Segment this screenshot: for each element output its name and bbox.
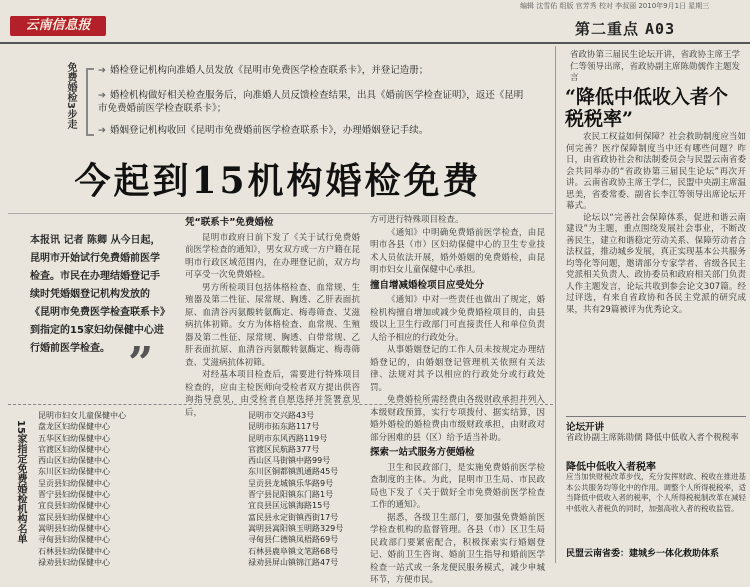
subhead-penalty: 撞自增减婚检项目应受处分 <box>370 279 485 291</box>
right-headline: “降低中低收入者个税税率” <box>565 86 728 130</box>
article-column-2 <box>185 214 360 419</box>
flow-step-1 <box>98 64 518 77</box>
table-row: 西山区马街镇中路99号 <box>248 456 331 466</box>
table-row: 昆明市拓东路117号 <box>248 422 320 432</box>
page-code: A03 <box>645 20 676 38</box>
flow-step-3 <box>98 124 528 137</box>
flow-bracket <box>86 68 94 136</box>
newspaper-logo: 云南信息报 <box>10 16 106 36</box>
forum-byline: 省政协副主席陈勋儒 降低中低收入者个税税率 <box>566 433 739 443</box>
top-meta-line <box>0 0 750 12</box>
table-row: 禄劝县屏山镇锦江路47号 <box>248 557 339 567</box>
table-row: 昆明市妇女儿童保健中心 <box>38 411 126 420</box>
paragraph: 《通知》中对一些责任也做出了规定，婚检机构擅自增加或减少免费婚检项目的，由县级以上卫生行政部门可直接责任人和单位负责人给予相应的行政处分。 <box>370 295 545 343</box>
table-row: 昆明市交兴路43号 <box>248 411 315 420</box>
table-row: 昆明市东风西路119号 <box>248 433 328 443</box>
paragraph: 《通知》中明确免费婚前医学检查，由昆明市各县（市）区妇幼保健中心的卫生专业技术人员依法开展，婚外婚姻的免费婚检，由昆明市妇女儿童保健中心承担。 <box>370 227 545 275</box>
table-row: 晋宁县妇幼保健中心 <box>38 490 110 500</box>
paragraph: 方可进行特殊项目检查。 <box>370 215 464 225</box>
right-intro: 省政协第三届民生论坛开讲，省政协主席王学仁等领导出席，省政协副主席陈勋儒作主题发言 <box>570 50 741 83</box>
paragraph: 从事婚姻登记的工作人员未按规定办理结婚登记的，由婚姻登记管理机关依照有关法律、法规对其予以相应的行政处分或行政处罚。 <box>370 345 545 393</box>
quote-mark: ” <box>128 338 154 389</box>
paragraph: 昆明市政府日前下发了《关于试行免费婚前医学检查的通知》，男女双方或一方户籍在昆明市行政区域范围内，在办理登记前，双方均可享受一次免费婚检。 <box>185 232 360 280</box>
bottom-headline: 民盟云南省委：建城乡一体化救助体系 <box>566 549 720 559</box>
paragraph: 卫生和民政部门，是实施免费婚前医学检查制度的主体。为此，昆明市卫生局、市民政局也下发了《关于做好全市免费婚前医学检查工作的通知》。 <box>370 462 545 510</box>
table-row: 嵩明县妇幼保健中心 <box>38 523 110 533</box>
table-row: 石林县妇幼保健中心 <box>38 546 110 556</box>
article-lede: 本报讯 记者 陈卿 从今日起，昆明市开始试行免费婚前医学检查。市民在办理结婚登记手续时凭婚姻登记机构发放的《昆明市免费医学检查联系卡》到指定的15家妇幼保健中心进行婚前医学检查。 <box>30 235 165 354</box>
table-row: 宜良县匡远镇海路15号 <box>248 501 331 511</box>
table-row: 寻甸县妇幼保健中心 <box>38 535 110 545</box>
paragraph: 据悉，各级卫生部门，要加强免费婚前医学检查机构的监督管理。各县（市）区卫生局民政部门要紧密配合，积极探索实行婚姻登记、婚前卫生咨询、婚前卫生指导和婚前医学检查一站式或一条龙便民服务模式，减少申城环节，方便市民。 <box>370 512 545 585</box>
table-row: 嵩明县嵩阳镇玉明路329号 <box>248 523 344 533</box>
paragraph: 论坛以“完善社会保障体系，促进和谐云南建设”为主题，重点围绕发展社会事业，不断改善民生，建立和谐稳定劳动关系、保障劳动者合法权益，推动城乡发展，真正实现基本公共服务均等化等问题，邀请部分专家学者、省级各民主党派相关负责人、政协委员和政府相关部门负责人作主题发言，论坛共收到参会论文307篇。经过评选，有来自省政协和各民主党派的研究成果，共有29篇被评为优秀论文。 <box>566 212 746 315</box>
table-row: 盘龙区妇幼保健中心 <box>38 422 110 432</box>
table-row: 晋宁县昆阳镇东门路1号 <box>248 490 334 500</box>
table-row: 宜良县妇幼保健中心 <box>38 501 110 511</box>
table-row: 富民县妇幼保健中心 <box>38 512 110 522</box>
forum-section-label: 论坛开讲 <box>566 416 746 433</box>
section-title <box>575 18 675 39</box>
right-body <box>566 132 746 316</box>
arrow-right-icon: ➔ <box>98 125 106 136</box>
paragraph: 免费婚检所需经费由各级财政承担并列入本级财政预算，实行专项拨付、据实结算，因婚外婚检的婚检费由市级财政承担，由财政对部分困难的县（区）给予适当补助。 <box>370 395 545 443</box>
section-name: 第二重点 <box>575 20 640 38</box>
arrow-right-icon: ➔ <box>98 90 106 101</box>
subhead-contact-card: 凭“联系卡”免费婚检 <box>185 217 274 228</box>
table-row: 东川区妇幼保健中心 <box>38 467 110 477</box>
institution-addresses <box>248 410 548 568</box>
forum-headline: 降低中低收入者税率 <box>566 462 656 473</box>
flow-step-2 <box>98 89 528 115</box>
arrow-right-icon: ➔ <box>98 65 106 76</box>
editor-credits: 编辑 沈雪佑 组版 官芳秀 校对 李叔丽 2010年9月1日 星期三 <box>520 2 710 10</box>
table-row: 西山区妇幼保健中心 <box>38 456 110 466</box>
table-row: 石林县鹿阜镇文笔路68号 <box>248 546 339 556</box>
table-row: 富民县永定街镇西街17号 <box>248 512 339 522</box>
masthead-rule <box>0 42 750 44</box>
table-row: 官渡区妇幼保健中心 <box>38 444 110 454</box>
flow-title: 免费婚检3步走 <box>65 62 76 129</box>
paragraph: 农民工权益如何保障？社会救助制度应当如何完善？医疗保障制度当中还有哪些问题？昨日，由省政协社会和法制委员会与民盟云南省委会共同举办的“省政协第三届民生论坛”再次开讲。云南省政协主席王学仁，民盟中央副主席温思美，省委常委、副省长李江等领导出席论坛开幕式。 <box>566 132 746 211</box>
flow-step-2-text: 婚检机构做好相关检查服务后，向准婚人员反馈检查结果，出具《婚前医学检查证明》，返还《昆明市免费婚前医学检查联系卡》； <box>98 90 524 114</box>
forum-body: 应当加快财税改革步伐，充分发挥财政、税收在推进基本公共服务均等化中的作用。调整个人所得税税率，适当降低中低收入者的税率，个人所得税税制改革在减轻中低收入者税负的同时，加强高收入者的税收监管。 <box>566 472 746 513</box>
masthead <box>0 14 750 42</box>
subhead-one-stop: 探索一站式服务方便婚检 <box>370 447 475 458</box>
table-row: 呈贡县妇幼保健中心 <box>38 478 110 488</box>
flow-step-1-text: 婚检登记机构向准婚人员发放《昆明市免费医学检查联系卡》，并登记造册； <box>109 65 429 76</box>
table-title: 15家指定免费婚检机构名单 <box>15 420 26 544</box>
main-headline: 今起到15机构婚检免费 <box>74 160 482 202</box>
table-row: 官渡区民航路377号 <box>248 444 320 454</box>
flow-step-3-text: 婚姻登记机构收回《昆明市免费婚前医学检查联系卡》，办理婚姻登记手续。 <box>109 125 429 136</box>
table-row: 禄劝县妇幼保健中心 <box>38 557 110 567</box>
paragraph: 对经基本项目检查后，需要进行特殊项目检查的，应由主检医师向受检者双方提出供咨询指导意见，由受检者自愿选择并签署意见后， <box>185 370 360 418</box>
column-divider <box>555 46 556 563</box>
table-row: 五华区妇幼保健中心 <box>38 433 110 443</box>
table-row: 寻甸县仁德镇凤梧路69号 <box>248 535 339 545</box>
paragraph: 男方所检项目包括体格检查、血常规、生殖器及第二性征、尿常规、胸透、乙肝表面抗原、血清谷丙氨酸转氨酶定、梅毒筛查、艾滋病抗体初筛。女方为体格检查、血常规、生殖器及第二性征、尿常规、胸透、白带常规、乙肝表面抗原、血清谷丙氨酸转氨酶定、梅毒筛查、艾滋病抗体初筛。 <box>185 282 360 368</box>
table-row: 东川区铜都镇凯通路45号 <box>248 467 339 477</box>
table-row: 呈贡县龙城镇乐华路9号 <box>248 478 334 488</box>
institution-names <box>38 410 238 568</box>
